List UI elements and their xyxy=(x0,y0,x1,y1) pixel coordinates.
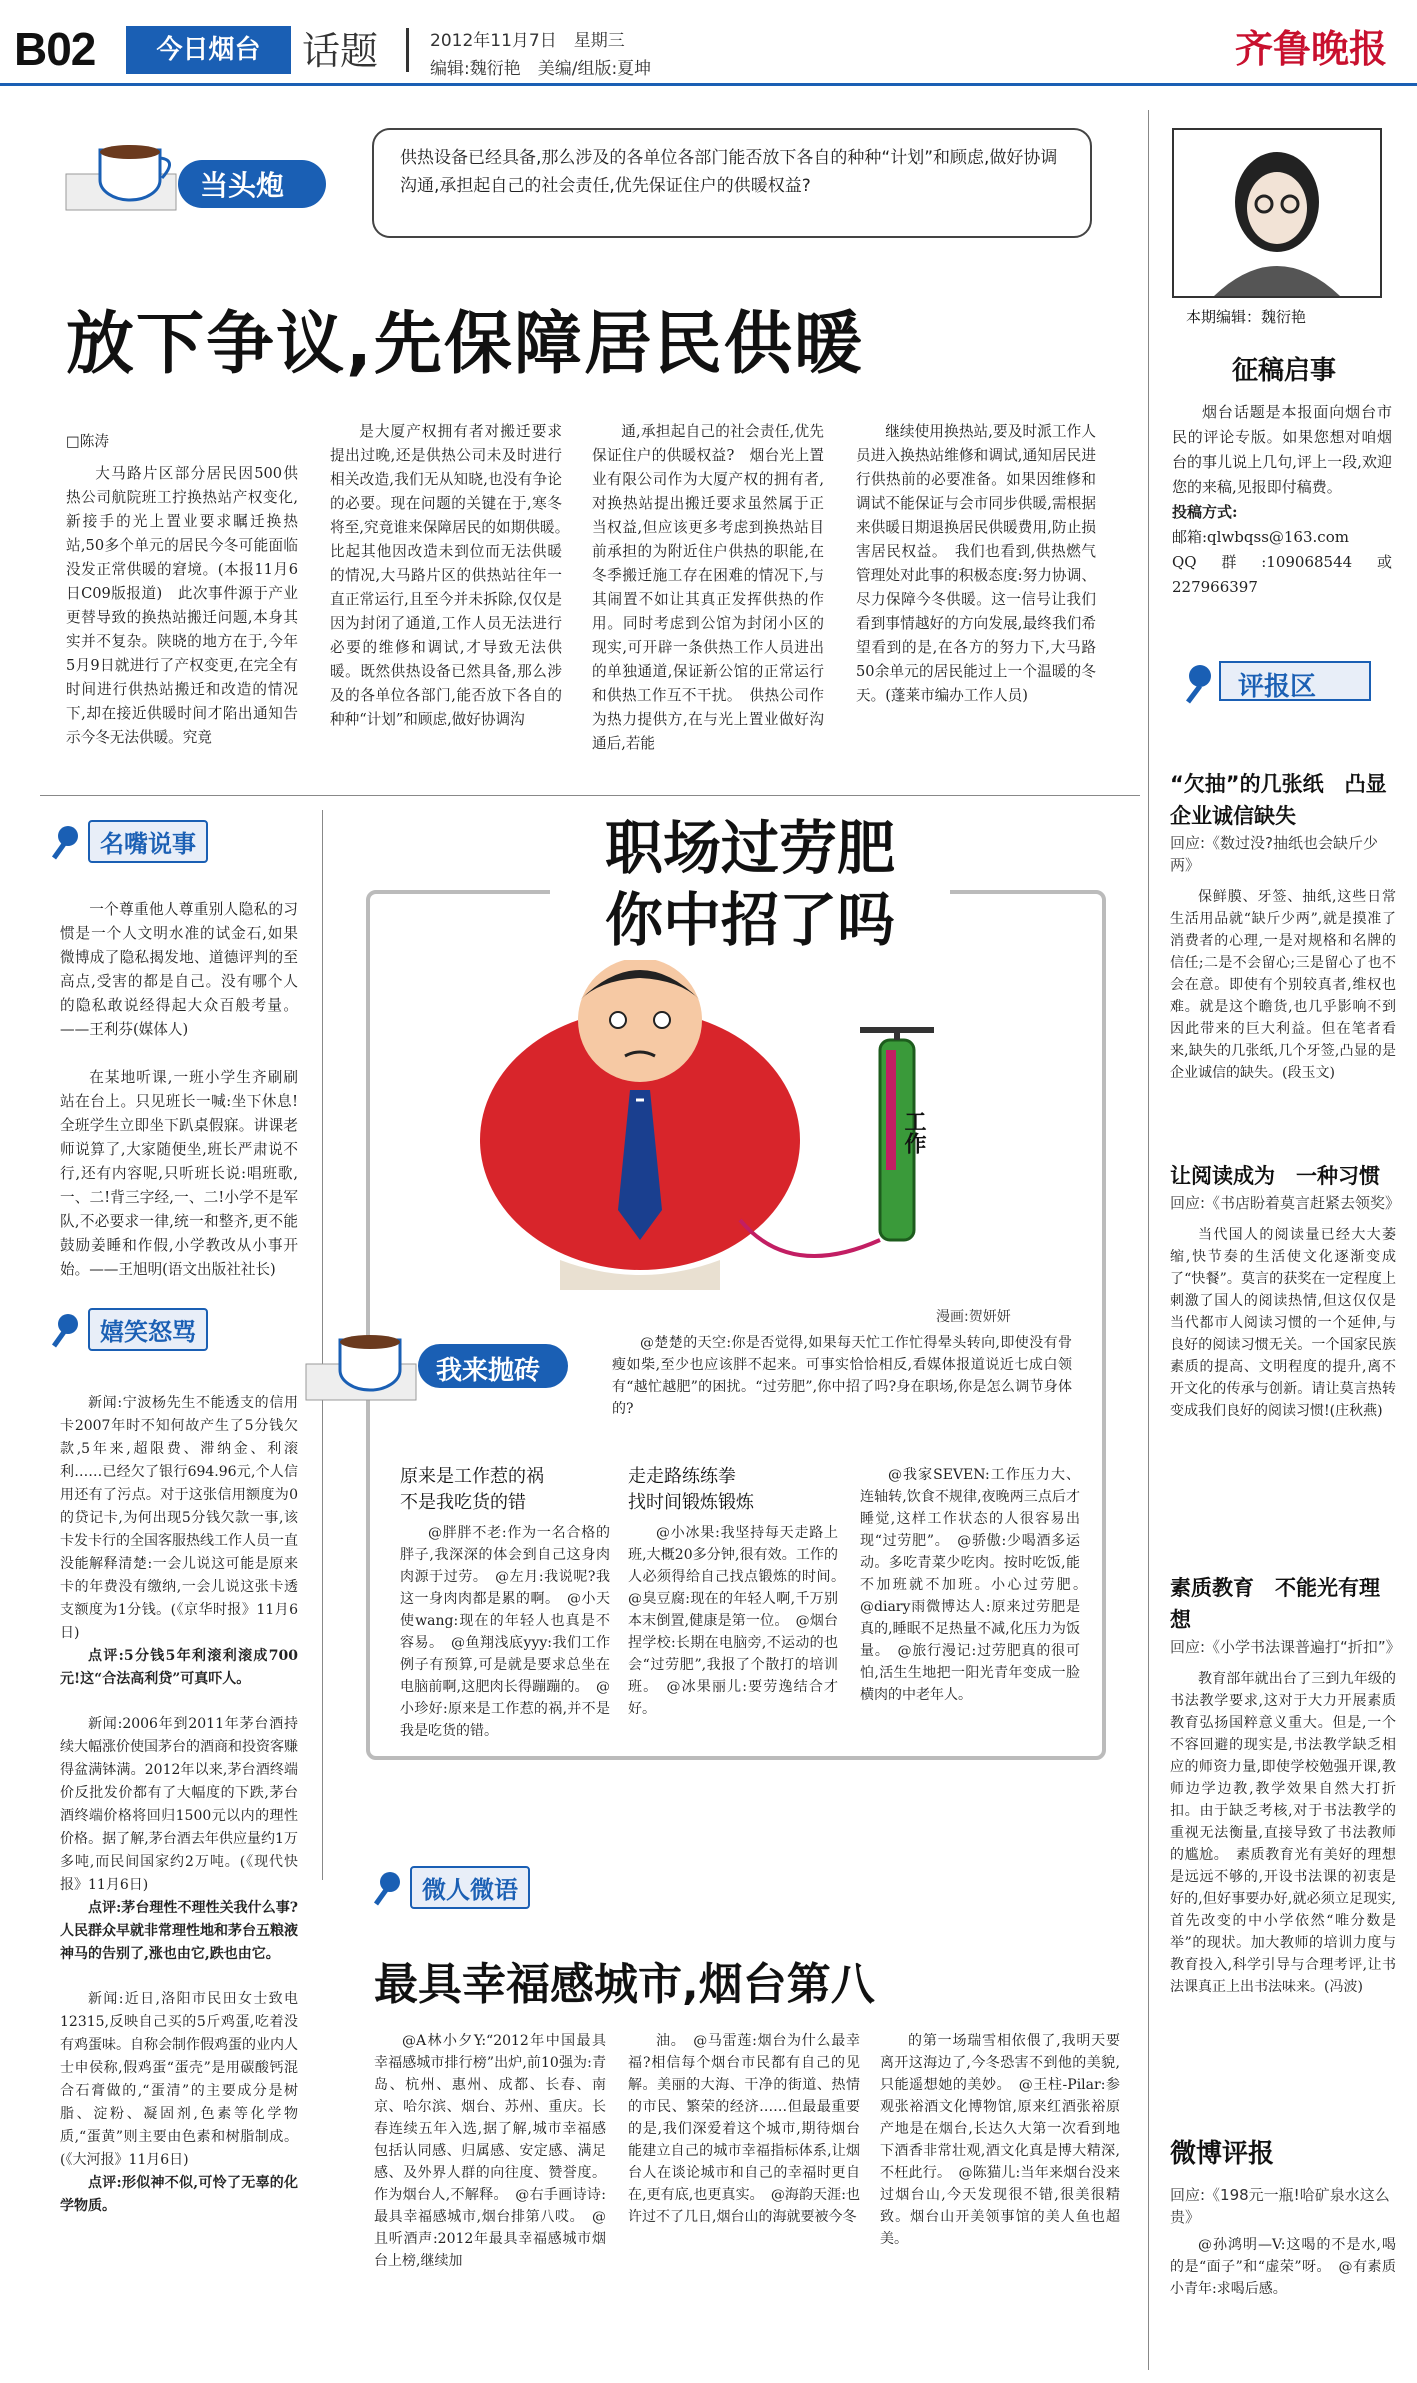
editor-credit: 编辑:魏衍艳 美编/组版:夏坤 xyxy=(430,59,652,79)
xixiao-comment: 点评:5分钱5年利滚利滚成700元!这“合法高利贷”可真吓人。 xyxy=(60,1648,298,1687)
weibo-review-title: 微博评报 xyxy=(1170,2139,1275,2169)
paozhuan-label: 我来抛砖 xyxy=(436,1356,541,1386)
microphone-icon xyxy=(50,824,80,860)
feature-column-title: 走走路练练拳 xyxy=(628,1466,736,1487)
pingbao-item-reply[interactable]: 回应:《数过没?抽纸也会缺斤少两》 xyxy=(1170,834,1379,874)
feature-column xyxy=(400,1464,610,1742)
feature-title xyxy=(550,812,950,956)
microphone-icon xyxy=(50,1312,80,1348)
weiren-text: 的第一场瑞雪相依偎了,我明天要离开这海边了,今冬恐害不到他的美貌,只能遥想她的美妙。 @王柱-Pilar:参观张裕酒文化博物馆,原来红酒张裕原产地是在烟台,长达久大第一次看到地下酒香非常壮观,酒文化真是博大精深,不枉此行。 @陈猫儿:当年来烟台没来过烟台山,今天发现很不错,很美很精致。烟台山开美领事馆的美人鱼也超美。 xyxy=(880,2033,1120,2247)
pingbao-item-title: “欠抽”的几张纸 凸显企业诚信缺失 xyxy=(1170,772,1387,828)
weiren-column xyxy=(880,2030,1120,2250)
feature-column-text: @我家SEVEN:工作压力大、连轴转,饮食不规律,夜晚两三点后才睡觉,这样工作状态的人很容易出现“过劳肥”。 @骄傲:少喝酒多运动。多吃青菜少吃肉。按时吃饭,能不加班就不加班。小心过劳肥。 @diary雨微博达人:原来过劳肥是真的,睡眠不足热量不减,化压力为饭量。 @旅行漫记:过劳肥真的很可怕,活生生地把一阳光青年变成一脸横肉的中老年人。 xyxy=(860,1467,1094,1703)
contact-label: 投稿方式: xyxy=(1172,503,1238,521)
column-divider xyxy=(1148,110,1149,2370)
call-for-submissions-body: 烟台话题是本报面向烟台市民的评论专版。如果您想对咱烟台的事儿说上几句,评上一段,欢迎您的来稿,见报即付稿费。 xyxy=(1172,403,1392,496)
feature-title-line: 你中招了吗 xyxy=(604,886,895,954)
pingbao-item xyxy=(1170,1160,1401,1422)
pingbao-badge xyxy=(1180,656,1380,706)
xixiao-header xyxy=(50,1308,208,1351)
lead-paragraph: 继续使用换热站,要及时派工作人员进入换热站维修和调试,通知居民进行供热前的必要准备。如果因维修和调试不能保证与会市同步供暖,需根据来供暖日期退换居民供暖费用,防止损害居民权益。 我们也看到,供热燃气管理处对此事的积极态度:努力协调、尽力保障今冬供暖。这一信号让我们看到事情越好的方向发展,最终我们希望看到的是,在各方的努力下,大马路50余单元的居民能过上一个温暖的冬天。(蓬莱市编办工作人员) xyxy=(856,423,1096,704)
weibo-review-text: @孙鸿明—V:这喝的不是水,喝的是“面子”和“虚荣”呀。 @有素质小青年:求喝后感。 xyxy=(1170,2237,1396,2297)
weiren-text: 油。 @马雷莲:烟台为什么最幸福?相信每个烟台市民都有自己的见解。美丽的大海、干净的街道、热情的市民、繁荣的经济……但最最重要的是,我们深爱着这个城市,期待烟台能建立自己的城市幸福指标体系,让烟台人在谈论城市和自己的幸福时更自在,更有底,也更真实。 @海韵天涯:也许过不了几日,烟台山的海就要被今冬 xyxy=(628,2033,860,2225)
feature-intro-text: @楚楚的天空:你是否觉得,如果每天忙工作忙得晕头转向,即使没有骨瘦如柴,至少也应该胖不起来。可事实恰恰相反,看媒体报道说近七成白领有“越忙越肥”的困扰。“过劳肥”,你中招了吗?身在职场,你是怎么调节身体的? xyxy=(612,1335,1072,1417)
quote-bubble xyxy=(372,128,1092,238)
xixiao-news: 新闻:2006年到2011年茅台酒持续大幅涨价使国茅台的酒商和投资客赚得盆满钵满。2012年以来,茅台酒终端价反批发价都有了大幅度的下跌,茅台酒终端价格将回归1500元以内的理性价格。据了解,茅台酒去年供应量约1万多吨,而民间国家约2万吨。(《现代快报》11月6日) xyxy=(60,1716,298,1893)
pingbao-item-reply[interactable]: 回应:《小学书法课普遍打“折扣”》 xyxy=(1170,1638,1401,1656)
pingbao-item-text: 当代国人的阅读量已经大大萎缩,快节奏的生活使文化逐渐变成了“快餐”。莫言的获奖在一定程度上刺激了国人的阅读热情,但这仅仅是当代都市人阅读习惯的一个延伸,与良好的阅读习惯无关。一个国家民族素质的提高、文明程度的提升,离不开文化的传承与创新。请让莫言热转变成我们良好的阅读习惯!(庄秋燕) xyxy=(1170,1227,1396,1419)
lead-column-3 xyxy=(592,420,824,756)
lead-badge-label: 当头炮 xyxy=(200,169,285,202)
call-for-submissions-title: 征稿启事 xyxy=(1232,356,1337,386)
weiren-column xyxy=(374,2030,606,2272)
pingbao-item-text: 教育部年就出台了三到九年级的书法教学要求,这对于大力开展素质教育弘扬国粹意义重大。但是,一个不容回避的现实是,书法教学缺乏相应的师资力量,即使学校勉强开课,教师边学边教,教学效果自然大打折扣。由于缺乏考核,对于书法教学的重视无法衡量,直接导致了书法教师的尴尬。 素质教育光有美好的理想是远远不够的,开设书法课的初衷是好的,但好事要办好,就必须立足现实,首先改变的中小学依然“唯分数是举”的现状。加大教师的培训力度与教育投入,科学引导与合理考评,让书法课真正上出书法味来。(冯波) xyxy=(1170,1671,1396,1995)
contact-email[interactable]: 邮箱:qlwbqss@163.com xyxy=(1172,528,1349,546)
feature-column-title: 找时间锻炼锻炼 xyxy=(628,1492,754,1513)
mingzui-header xyxy=(50,820,208,863)
section-divider xyxy=(40,795,1140,796)
quote-bubble-text: 供热设备已经具备,那么涉及的各单位各部门能否放下各自的种种“计划”和顾虑,做好协调沟通,承担起自己的社会责任,优先保证住户的供暖权益? xyxy=(400,148,1058,196)
mingzui-paragraph: 一个尊重他人尊重别人隐私的习惯是一个人文明水准的试金石,如果微博成了隐私揭发地、道德评判的至高点,受害的都是自己。没有哪个人的隐私敢说经得起大众百般考量。——王利芬(媒体人) xyxy=(60,901,298,1038)
paozhuan-badge xyxy=(300,1320,610,1410)
masthead-divider xyxy=(406,28,409,72)
xixiao-news: 新闻:近日,洛阳市民田女士致电12315,反映自己买的5斤鸡蛋,吃着没有鸡蛋味。自称会制作假鸡蛋的业内人士申侯称,假鸡蛋“蛋壳”是用碳酸钙混合石膏做的,“蛋清”的主要成分是树脂、淀粉、凝固剂,色素等化学物质,“蛋黄”则主要由色素和树脂制成。(《大河报》11月6日) xyxy=(60,1991,298,2168)
feature-column-title: 原来是工作惹的祸 xyxy=(400,1466,544,1487)
xixiao-comment: 点评:形似神不似,可怜了无辜的化学物质。 xyxy=(60,2175,298,2214)
weiren-label: 微人微语 xyxy=(410,1866,530,1909)
pingbao-item xyxy=(1170,768,1396,1084)
lead-column-2 xyxy=(330,420,577,732)
weibo-review xyxy=(1170,2138,1396,2300)
lead-byline: □陈涛 xyxy=(66,433,109,450)
dateline: 2012年11月7日 星期三 xyxy=(430,31,625,51)
lead-headline: 放下争议,先保障居民供暖 xyxy=(66,305,864,384)
page-number: B02 xyxy=(14,23,96,75)
editor-caption: 本期编辑：魏衍艳 xyxy=(1186,308,1307,326)
feature-column-title: 不是我吃货的错 xyxy=(400,1492,526,1513)
weiren-headline: 最具幸福感城市,烟台第八 xyxy=(374,1959,875,2010)
weibo-review-reply[interactable]: 回应:《198元一瓶!哈矿泉水这么贵》 xyxy=(1170,2186,1390,2226)
lead-paragraph: 大马路片区部分居民因500供热公司航院班工拧换热站产权变化,新接手的光上置业要求瞩迁换热站,50多个单元的居民今冬可能面临没发正常供暖的窘境。(本报11月6日C09版报道) 此次事件源于产业更替导致的换热站搬迁问题,本身其实并不复杂。陕晓的地方在于,今年5月9日就进行了产权变更,在完全有时间进行供热站搬迁和改造的情况下,却在接近供暖时间才陷出通知告示今冬无法供暖。究竟 xyxy=(66,465,298,746)
weiren-header xyxy=(372,1866,530,1909)
weiren-text: @A林小夕Y:“2012年中国最具幸福感城市排行榜”出炉,前10强为:青岛、杭州、惠州、成都、长春、南京、哈尔滨、烟台、苏州、重庆。长春连续五年入选,据了解,城市幸福感包括认同感、归属感、安定感、满足感、及外界人群的向往度、赞誉度。作为烟台人,不解释。 @右手画诗诗:最具幸福感城市,烟台排第八哎。 @且听酒声:2012年最具幸福感城市烟台上榜,继续加 xyxy=(374,2033,606,2269)
lead-column-4 xyxy=(856,420,1096,708)
lead-badge xyxy=(60,130,330,220)
section-tab[interactable]: 今日烟台 xyxy=(126,26,291,74)
pingbao-item-title: 让阅读成为 一种习惯 xyxy=(1170,1164,1380,1188)
pingbao-item-text: 保鲜膜、牙签、抽纸,这些日常生活用品就“缺斤少两”,就是摸准了消费者的心理,一是对规格和名牌的信任;二是不会留心;三是留心了也不会在意。即使有个别较真者,维权也难。就是这个瞻货,也几乎影响不到因此带来的巨大利益。但在笔者看来,缺失的几张纸,几个牙签,凸显的是企业诚信的缺失。(段玉文) xyxy=(1170,889,1396,1081)
feature-column xyxy=(860,1464,1094,1706)
xixiao-body xyxy=(60,1392,298,2218)
microphone-icon xyxy=(372,1870,402,1906)
xixiao-news: 新闻:宁波杨先生不能透支的信用卡2007年时不知何故产生了5分钱欠款,5年来,超限费、滞纳金、利滚利……已经欠了银行694.96元,个人信用还有了污点。对于这张信用额度为0的贷记卡,为何出现5分钱欠款一事,该卡发卡行的全国客服热线工作人员一直没能解释清楚:一会儿说这可能是原来卡的年费没有缴纳,一会儿说这张卡透支额度为1分钱。(《京华时报》11月6日) xyxy=(60,1395,298,1641)
editor-portrait xyxy=(1174,130,1380,296)
mingzui-label: 名嘴说事 xyxy=(88,820,208,863)
feature-intro xyxy=(612,1332,1072,1420)
mingzui-paragraph: 在某地听课,一班小学生齐刷刷站在台上。只见班长一喊:坐下休息!全班学生立即坐下趴桌假寐。讲课老师说算了,大家随便坐,班长严肃说不行,还有内容呢,只听班长说:唱班歌,一、二!背三字经,一、二!小学不是军队,不必要求一律,统一和整齐,更不能鼓励姜睡和作假,小学教改从小事开始。——王旭明(语文出版社社长) xyxy=(60,1069,298,1278)
feature-column-text: @胖胖不老:作为一名合格的胖子,我深深的体会到自己这身肉肉源于过劳。 @左月:我说呢?我这一身肉肉都是累的啊。 @小天使wang:现在的年轻人也真是不容易。 @鱼翔浅底yyy:我们工作例子有预算,可是就是要求总坐在电脑前啊,这肥肉长得蹦蹦的。 @小珍好:原来是工作惹的祸,并不是我是吃货的错。 xyxy=(400,1525,610,1739)
xixiao-comment: 点评:茅台理性不理性关我什么事?人民群众早就非常理性地和茅台五粮液神马的告别了,涨也由它,跌也由它。 xyxy=(60,1900,298,1962)
pingbao-label: 评报区 xyxy=(1238,672,1317,702)
topic-label: 话题 xyxy=(302,29,379,73)
xixiao-label: 嬉笑怒骂 xyxy=(88,1308,208,1351)
lead-paragraph: 通,承担起自己的社会责任,优先保证住户的供暖权益? 烟台光上置业有限公司作为大厦产权的拥有者,对换热站提出搬迁要求虽然属于正当权益,但应该更多考虑到换热站目前承担的为附近住户供热的职能,在冬季搬迁施工存在困难的情况下,与其闹置不如让其真正发挥供热的作用。同时考虑到公馆为封闭小区的现实,可开辟一条供热工作人员进出的单独通道,保证新公馆的正常运行和供热工作互不干扰。 供热公司作为热力提供方,在与光上置业做好沟通后,若能 xyxy=(592,423,824,752)
editor-photo xyxy=(1172,128,1382,298)
pingbao-item-title: 素质教育 不能光有理想 xyxy=(1170,1576,1380,1632)
call-for-submissions-text xyxy=(1172,400,1392,600)
feature-title-line: 职场过劳肥 xyxy=(604,814,895,882)
pingbao-item xyxy=(1170,1572,1401,1998)
lead-column-1 xyxy=(66,430,298,750)
newspaper-logo: 齐鲁晚报 xyxy=(1234,26,1387,71)
weiren-column xyxy=(628,2030,860,2228)
mingzui-body xyxy=(60,898,298,1282)
contact-qq[interactable]: QQ群:109068544或227966397 xyxy=(1172,553,1392,596)
pingbao-item-reply[interactable]: 回应:《书店盼着莫言赶紧去领奖》 xyxy=(1170,1194,1401,1212)
lead-paragraph: 是大厦产权拥有者对搬迁要求提出过晚,还是供热公司未及时进行相关改造,我们无从知晓,也没有争论的必要。现在问题的关键在于,寒冬将至,究竟谁来保障居民的如期供暖。 比起其他因改造未到位而无法供暖的情况,大马路片区的供热站往年一直正常运行,且至今并未拆除,仅仅是因为封闭了通道,工作人员无法进行必要的维修和调试,才导致无法供暖。既然供热设备已然具备,那么涉及的各单位各部门,能否放下各自的种种“计划”和顾虑,做好协调沟 xyxy=(330,423,577,728)
coffee-cup-icon xyxy=(60,130,330,220)
cartoon-credit: 漫画:贺妍妍 xyxy=(936,1309,1011,1325)
pump-label: 工作 xyxy=(901,1110,926,1154)
feature-column-text: @小冰果:我坚持每天走路上班,大概20多分钟,很有效。工作的人必须得给自己找点锻炼的时间。 @臭豆腐:现在的年轻人啊,千万别本末倒置,健康是第一位。 @烟台捏学校:长期在电脑旁,不运动的也会“过劳肥”,我报了个散打的培训班。 @冰果丽儿:要劳逸结合才好。 xyxy=(628,1525,852,1717)
feature-column xyxy=(628,1464,852,1720)
overwork-cartoon xyxy=(440,960,1040,1300)
